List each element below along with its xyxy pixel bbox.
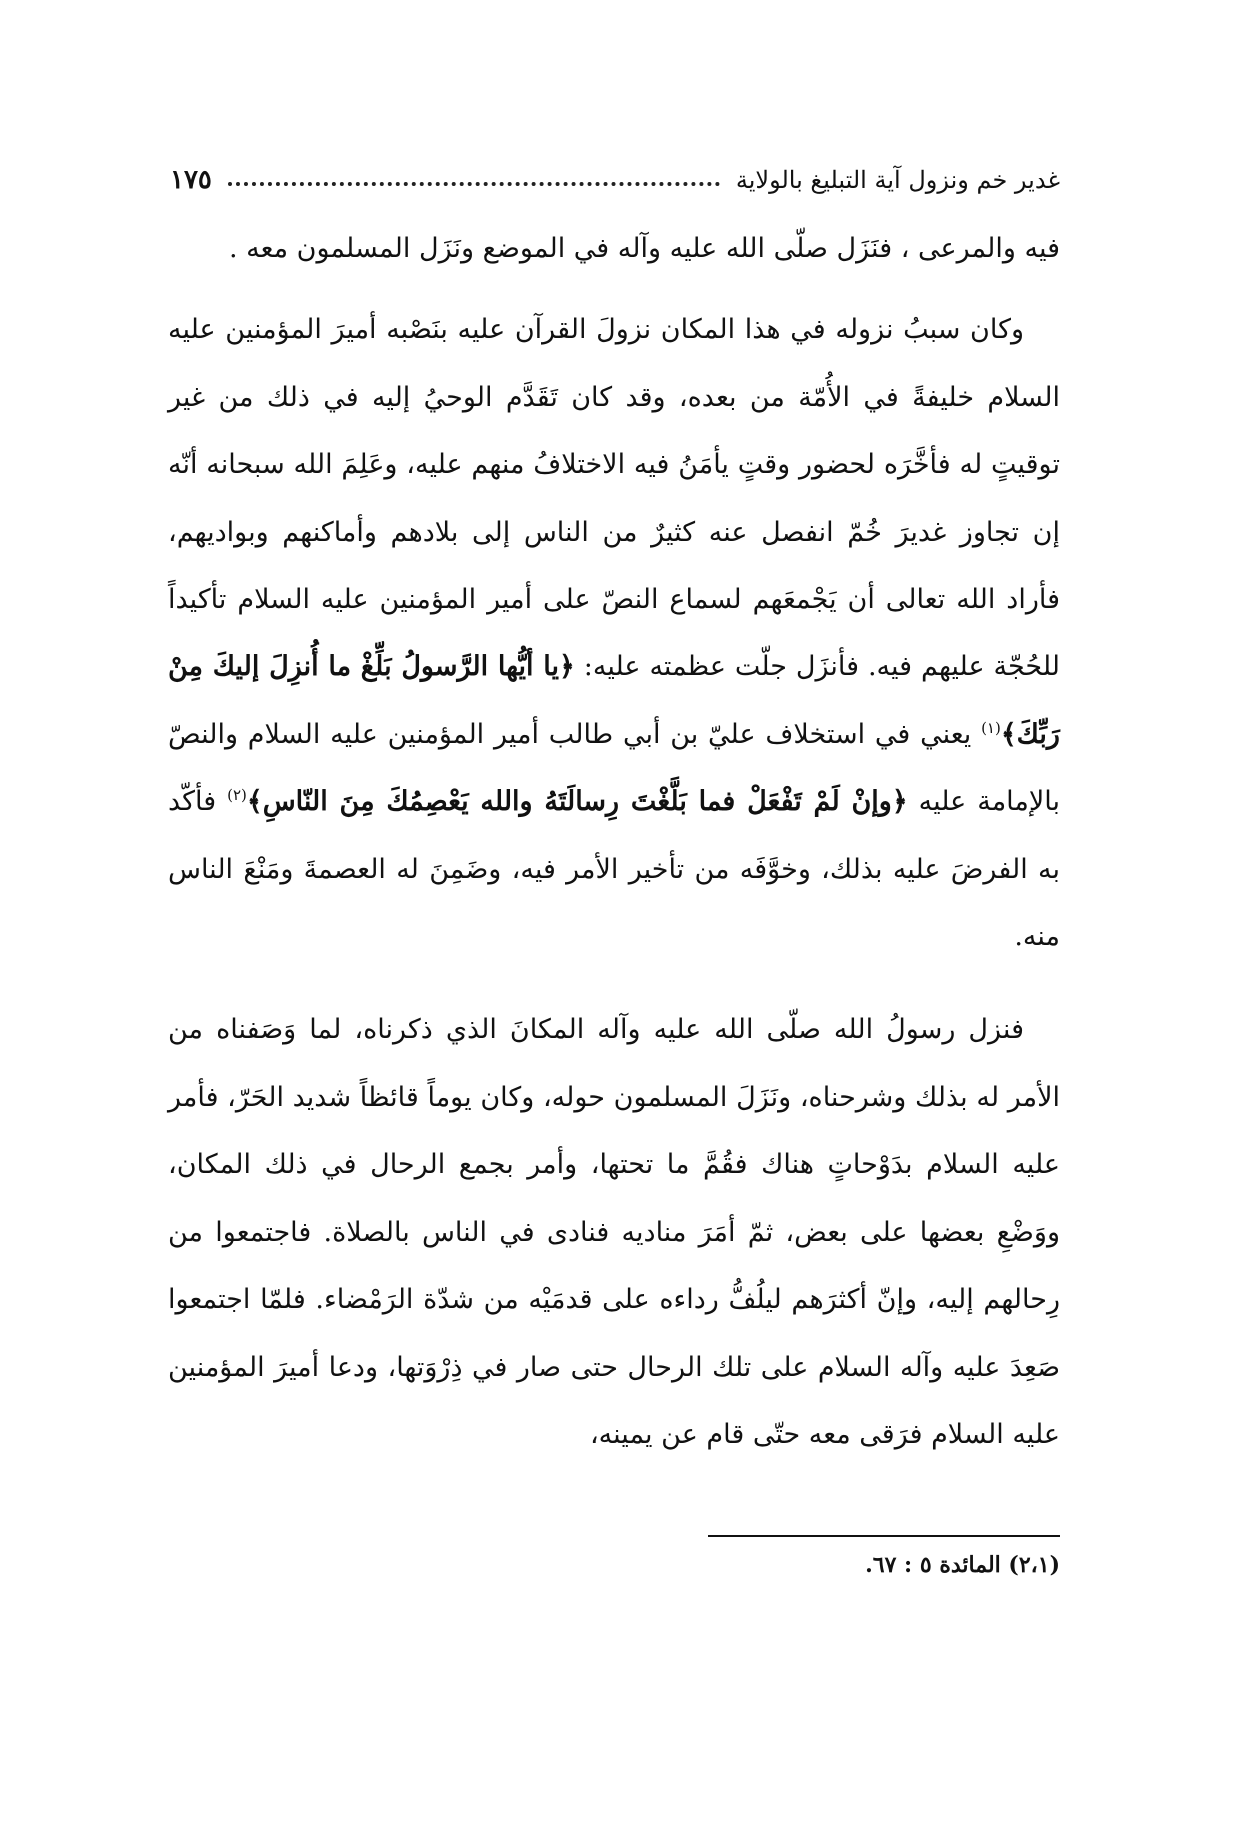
footnote-divider <box>708 1535 1060 1537</box>
paragraph-2-text-b: يعني في استخلاف عليّ بن أبي طالب أمير المؤمنين عليه السلام والنصّ بالإمامة عليه <box>168 718 1060 818</box>
paragraph-1: فيه والمرعى ، فنَزَل صلّى الله عليه وآله في الموضع ونَزَل المسلمون معه . <box>228 233 1060 264</box>
paragraph-3: فنزل رسولُ الله صلّى الله عليه وآله المكانَ الذي ذكرناه، لما وَصَفناه من الأمر له بذلك وشرحناه، ونَزَلَ المسلمون حوله، وكان يوماً قائظاً شديد الحَرّ، فأمر عليه السلام بدَوْحاتٍ هناك فقُمَّ ما تحتها، وأمر بجمع الرحال في ذلك المكان، ووَضْعِ بعضها على بعض، ثمّ أمَرَ مناديه فنادى في الناس بالصلاة. فاجتمعوا من رِحالهم إليه، وإنّ أكثرَهم ليلُفُّ رداءه على قدمَيْه من شدّة الرَمْضاء. فلمّا اجتمعوا صَعِدَ عليه وآله السلام على تلك الرحال حتى صار في ذِرْوَتها، ودعا أميرَ المؤمنين عليه السلام فرَقى معه حتّى قام عن يمينه، <box>168 1014 1060 1450</box>
body-text <box>168 215 1060 1468</box>
quran-verse-1: ﴿يا أيُّها الرَّسولُ بَلِّغْ ما أُنزِلَ إليكَ مِنْ رَبِّكَ﴾ <box>168 651 1060 750</box>
footnote-ref-2: (٢) <box>227 786 247 805</box>
paragraph-2-text-a: وكان سببُ نزوله في هذا المكان نزولَ القرآن عليه بنَصْبه أميرَ المؤمنين عليه السلام خليفةً في الأُمّة من بعده، وقد كان تَقَدَّم الوحيُ إليه في ذلك من غير توقيتٍ له فأخَّرَه لحضور وقتٍ يأمَنُ فيه الاختلافُ منهم عليه، وعَلِمَ الله سبحانه أنّه إن تجاوز غديرَ خُمّ انفصل عنه كثيرٌ من الناس إلى بلادهم وأماكنهم وبواديهم، فأراد الله تعالى أن يَجْمعَهم لسماع النصّ على أمير المؤمنين عليه السلام تأكيداً للحُجّة عليهم فيه. فأنزَل جلّت عظمته عليه: <box>168 314 1061 683</box>
running-title: غدير خم ونزول آية التبليغ بالولاية <box>735 166 1060 194</box>
running-header <box>170 160 1060 200</box>
quran-verse-2: ﴿وإنْ لَمْ تَفْعَلْ فما بَلَّغْتَ رِسالَتَهُ والله يَعْصِمُكَ مِنَ النّاسِ﴾ <box>246 786 908 818</box>
footnote: (٢،١) المائدة ٥ : ٦٧. <box>865 1552 1060 1578</box>
paragraph-2 <box>168 296 1060 970</box>
footnote-ref-1: (١) <box>981 718 1001 737</box>
dot-leader <box>228 182 720 186</box>
paragraph-2-text-c: فأكّد به الفرضَ عليه بذلك، وخوَّفَه من تأخير الأمر فيه، وضَمِنَ له العصمةَ ومَنْعَ الناس منه. <box>168 786 1060 953</box>
page-number: ١٧٥ <box>170 165 212 195</box>
